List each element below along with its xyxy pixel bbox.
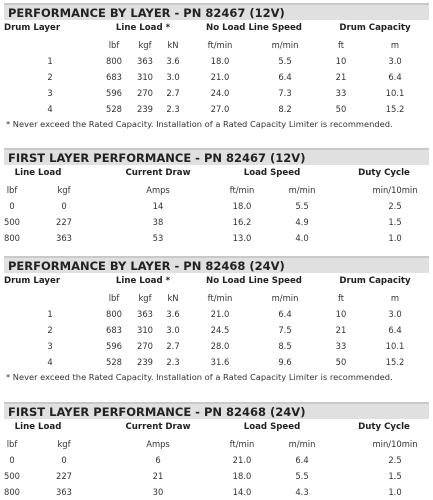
cell-kgf: 0 <box>61 201 67 211</box>
section-title: PERFORMANCE BY LAYER - PN 82468 (24V) <box>4 256 429 273</box>
cell-kgf: 239 <box>137 357 153 367</box>
cell-mmin: 4.9 <box>295 217 309 227</box>
cell-ft: 33 <box>335 341 347 351</box>
cell-ft: 50 <box>335 104 347 114</box>
cell-mmin: 6.4 <box>295 455 309 465</box>
header-drum-capacity: Drum Capacity <box>339 276 411 286</box>
unit-cell: m/min <box>288 185 316 195</box>
cell-m: 6.4 <box>388 72 402 82</box>
unit-cell: Amps <box>146 439 170 449</box>
cell-ftmin: 21.0 <box>210 72 230 82</box>
cell-ftmin: 18.0 <box>232 471 252 481</box>
cell-lbf: 500 <box>4 217 20 227</box>
section-title: PERFORMANCE BY LAYER - PN 82467 (12V) <box>4 3 429 20</box>
unit-cell: m <box>390 40 400 50</box>
first-layer-table <box>4 402 429 497</box>
header-duty-cycle: Duty Cycle <box>358 422 410 432</box>
cell-layer: 3 <box>47 88 53 98</box>
cell-mmin: 7.3 <box>278 88 292 98</box>
cell-lbf: 500 <box>4 471 20 481</box>
unit-cell: ft/min <box>229 185 255 195</box>
unit-cell: m/min <box>271 293 299 303</box>
unit-cell: min/10min <box>372 439 418 449</box>
cell-ftmin: 16.2 <box>232 217 252 227</box>
cell-ftmin: 21.0 <box>210 309 230 319</box>
unit-cell: m/min <box>271 40 299 50</box>
cell-mmin: 8.2 <box>278 104 292 114</box>
cell-kgf: 227 <box>56 217 72 227</box>
cell-kgf: 363 <box>137 309 153 319</box>
unit-cell: kN <box>167 293 179 303</box>
cell-duty: 2.5 <box>388 455 402 465</box>
cell-duty: 1.5 <box>388 217 402 227</box>
cell-duty: 2.5 <box>388 201 402 211</box>
cell-ft: 10 <box>335 309 347 319</box>
cell-kgf: 239 <box>137 104 153 114</box>
cell-lbf: 800 <box>106 309 122 319</box>
cell-kgf: 363 <box>56 233 72 243</box>
cell-m: 3.0 <box>388 309 402 319</box>
cell-ftmin: 31.6 <box>210 357 230 367</box>
header-line-load: Line Load <box>14 422 62 432</box>
cell-amps: 38 <box>152 217 164 227</box>
capacity-footnote: * Never exceed the Rated Capacity. Installation of a Rated Capacity Limiter is recommended. <box>6 119 393 129</box>
cell-m: 6.4 <box>388 325 402 335</box>
cell-duty: 1.0 <box>388 487 402 497</box>
cell-kgf: 310 <box>137 325 153 335</box>
header-line-load: Line Load * <box>115 23 171 33</box>
section-first-layer-12v <box>4 148 429 243</box>
cell-ft: 21 <box>335 325 347 335</box>
cell-ftmin: 14.0 <box>232 487 252 497</box>
unit-cell: lbf <box>6 185 18 195</box>
cell-ftmin: 24.0 <box>210 88 230 98</box>
cell-mmin: 5.5 <box>278 56 292 66</box>
cell-layer: 1 <box>47 309 53 319</box>
cell-amps: 30 <box>152 487 164 497</box>
header-line-load: Line Load * <box>115 276 171 286</box>
cell-duty: 1.0 <box>388 233 402 243</box>
header-load-speed: Load Speed <box>243 168 301 178</box>
cell-m: 10.1 <box>385 341 405 351</box>
unit-cell: ft/min <box>207 293 233 303</box>
cell-m: 15.2 <box>385 104 405 114</box>
cell-ftmin: 21.0 <box>232 455 252 465</box>
header-drum-capacity: Drum Capacity <box>339 23 411 33</box>
cell-ftmin: 18.0 <box>232 201 252 211</box>
header-drum-layer: Drum Layer <box>3 23 61 33</box>
cell-layer: 1 <box>47 56 53 66</box>
cell-layer: 2 <box>47 72 53 82</box>
cell-ft: 21 <box>335 72 347 82</box>
cell-mmin: 4.3 <box>295 487 309 497</box>
unit-cell: ft <box>337 40 345 50</box>
header-load-speed: Load Speed <box>243 422 301 432</box>
cell-mmin: 6.4 <box>278 72 292 82</box>
cell-mmin: 8.5 <box>278 341 292 351</box>
unit-cell: lbf <box>108 293 120 303</box>
cell-lbf: 0 <box>9 201 15 211</box>
section-title: FIRST LAYER PERFORMANCE - PN 82468 (24V) <box>4 402 429 419</box>
cell-kn: 2.7 <box>166 88 180 98</box>
cell-ftmin: 28.0 <box>210 341 230 351</box>
cell-ftmin: 18.0 <box>210 56 230 66</box>
cell-ft: 50 <box>335 357 347 367</box>
cell-m: 10.1 <box>385 88 405 98</box>
header-duty-cycle: Duty Cycle <box>358 168 410 178</box>
cell-layer: 4 <box>47 357 53 367</box>
cell-mmin: 5.5 <box>295 471 309 481</box>
section-title: FIRST LAYER PERFORMANCE - PN 82467 (12V) <box>4 148 429 165</box>
cell-lbf: 528 <box>106 357 122 367</box>
cell-lbf: 800 <box>4 233 20 243</box>
cell-amps: 6 <box>155 455 161 465</box>
unit-cell: m/min <box>288 439 316 449</box>
cell-lbf: 0 <box>9 455 15 465</box>
cell-kn: 3.0 <box>166 72 180 82</box>
cell-mmin: 7.5 <box>278 325 292 335</box>
cell-kgf: 310 <box>137 72 153 82</box>
performance-table <box>4 256 429 371</box>
cell-mmin: 9.6 <box>278 357 292 367</box>
cell-ft: 33 <box>335 88 347 98</box>
unit-cell: m <box>390 293 400 303</box>
cell-kn: 3.6 <box>166 309 180 319</box>
cell-amps: 14 <box>152 201 164 211</box>
performance-table <box>4 3 429 118</box>
header-current-draw: Current Draw <box>125 422 191 432</box>
section-performance-by-layer-12v <box>3 3 429 129</box>
cell-kn: 2.3 <box>166 357 180 367</box>
cell-kn: 3.6 <box>166 56 180 66</box>
cell-layer: 3 <box>47 341 53 351</box>
cell-ftmin: 27.0 <box>210 104 230 114</box>
cell-amps: 21 <box>152 471 164 481</box>
section-first-layer-24v <box>4 402 429 497</box>
cell-mmin: 5.5 <box>295 201 309 211</box>
unit-cell: kgf <box>138 293 152 303</box>
cell-kn: 3.0 <box>166 325 180 335</box>
cell-ftmin: 13.0 <box>232 233 252 243</box>
unit-cell: lbf <box>6 439 18 449</box>
cell-mmin: 4.0 <box>295 233 309 243</box>
cell-kgf: 363 <box>137 56 153 66</box>
unit-cell: ft/min <box>207 40 233 50</box>
unit-cell: kgf <box>57 185 71 195</box>
cell-lbf: 800 <box>106 56 122 66</box>
cell-lbf: 683 <box>106 325 122 335</box>
cell-layer: 4 <box>47 104 53 114</box>
cell-kgf: 270 <box>137 341 153 351</box>
cell-m: 3.0 <box>388 56 402 66</box>
cell-amps: 53 <box>152 233 164 243</box>
cell-lbf: 596 <box>106 88 122 98</box>
unit-cell: kN <box>167 40 179 50</box>
cell-kn: 2.3 <box>166 104 180 114</box>
cell-mmin: 6.4 <box>278 309 292 319</box>
header-drum-layer: Drum Layer <box>3 276 61 286</box>
unit-cell: lbf <box>108 40 120 50</box>
cell-kgf: 270 <box>137 88 153 98</box>
unit-cell: ft <box>337 293 345 303</box>
cell-kgf: 227 <box>56 471 72 481</box>
section-performance-by-layer-24v <box>3 256 429 382</box>
cell-ftmin: 24.5 <box>210 325 230 335</box>
header-line-load: Line Load <box>14 168 62 178</box>
header-current-draw: Current Draw <box>125 168 191 178</box>
unit-cell: Amps <box>146 185 170 195</box>
cell-lbf: 528 <box>106 104 122 114</box>
capacity-footnote: * Never exceed the Rated Capacity. Installation of a Rated Capacity Limiter is recommended. <box>6 372 393 382</box>
cell-duty: 1.5 <box>388 471 402 481</box>
cell-m: 15.2 <box>385 357 405 367</box>
cell-layer: 2 <box>47 325 53 335</box>
cell-lbf: 596 <box>106 341 122 351</box>
cell-kgf: 0 <box>61 455 67 465</box>
header-no-load-speed: No Load Line Speed <box>206 23 302 33</box>
header-no-load-speed: No Load Line Speed <box>206 276 302 286</box>
cell-kn: 2.7 <box>166 341 180 351</box>
cell-lbf: 800 <box>4 487 20 497</box>
unit-cell: min/10min <box>372 185 418 195</box>
unit-cell: ft/min <box>229 439 255 449</box>
cell-kgf: 363 <box>56 487 72 497</box>
cell-lbf: 683 <box>106 72 122 82</box>
unit-cell: kgf <box>57 439 71 449</box>
first-layer-table <box>4 148 429 243</box>
cell-ft: 10 <box>335 56 347 66</box>
unit-cell: kgf <box>138 40 152 50</box>
